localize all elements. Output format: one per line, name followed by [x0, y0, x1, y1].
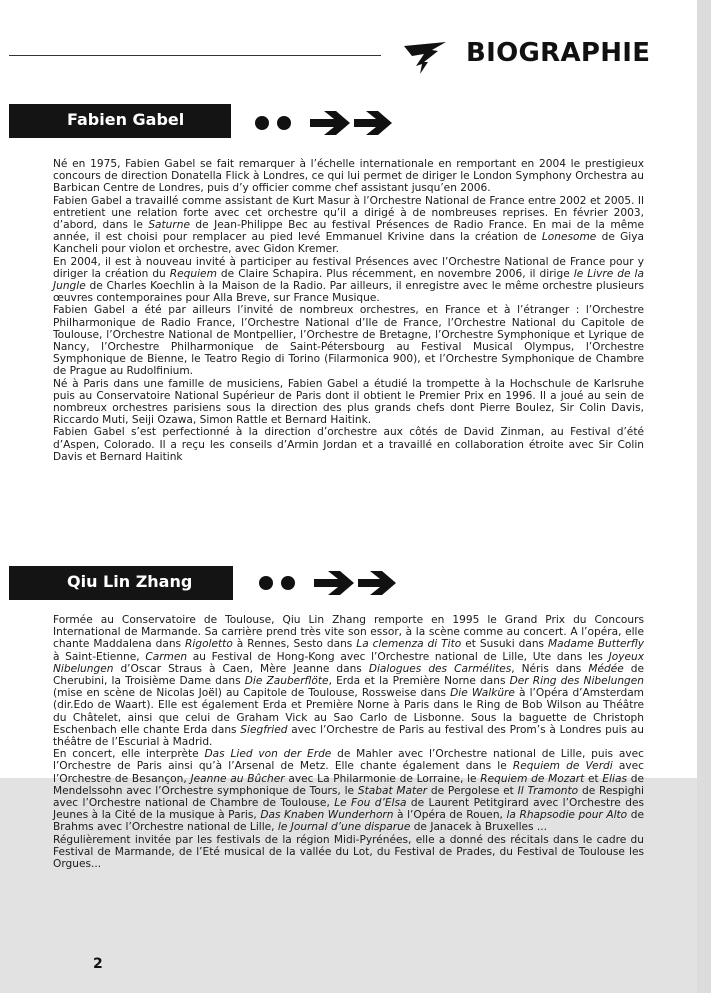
text-run: de Charles Koechlin à la Maison de la Radio. Par ailleurs, il enregistre avec le même orchestre plusieurs œuvres contemporaines pour Alla Breve, sur France Musique.: [53, 280, 644, 305]
italic-title: Requiem de Mozart: [480, 772, 585, 785]
text-run: Fabien Gabel a travaillé comme assistant de Kurt Masur à l’Orchestre National de France entre 2002 et 2005. Il entretient une relation forte avec cet orchestre qu’il a dirigé à de nombreuses reprises. En février 2003, d’abord, dans le: [53, 194, 644, 232]
text-run: Régulièrement invitée par les festivals de la région Midi-Pyrénées, elle a donné des récitals dans le cadre du Festival de Marmande, de l’Eté musical de la vallée du Lot, du Festival de Prades, du Festival de Toulouse les Orgues...: [53, 833, 644, 871]
text-run: avec La Philarmonie de Lorraine, le: [284, 772, 481, 785]
text-run: , Erda et la Première Norne dans: [328, 675, 510, 688]
paragraph: [53, 195, 644, 256]
italic-title: Die Walküre: [450, 687, 515, 700]
text-run: à l’Opéra d’Amsterdam (dir.Edo de Waart). Elle est également Erda et Première Norne à Paris dans le Ring de Bob Wilson au Théâtre du Châtelet, ainsi que celui de Graham Vick au Sao Carlo de Lisbonne. Sous la baguette de Christoph Eschenbach elle chante Erda dans: [53, 687, 645, 736]
section-name: Fabien Gabel: [67, 110, 185, 129]
text-run: de Mendelssohn avec l’Orchestre symphonique de Tours, le: [53, 772, 644, 797]
italic-title: Dialogues des Carmélites: [368, 662, 512, 675]
section-name-bar: [9, 104, 231, 138]
text-run: à Saint-Etienne,: [53, 650, 146, 663]
text-run: de Cherubini, la Troisième Dame dans: [53, 662, 644, 688]
italic-title: Das Knaben Wunderhorn: [260, 809, 394, 822]
italic-title: Rigoletto: [185, 638, 233, 651]
text-run: au Festival de Hong-Kong avec l’Orchestre national de Lille, Ute dans les: [187, 650, 609, 663]
text-run: Fabien Gabel s’est perfectionné à la direction d’orchestre aux côtés de David Zinman, au Festival d’été d’Aspen, Colorado. Il a reçu les conseils d’Armin Jordan et a travaillé en collaboration étroite avec Sir Colin Davis et Bernard Haitink: [53, 426, 644, 463]
text-run: avec l’Orchestre de Besançon,: [53, 760, 644, 785]
text-run: de Brahms avec l’Orchestre national de Lille,: [53, 809, 644, 834]
text-run: de Jean-Philippe Bec au festival Présences de Radio France. En mai de la même année, il est choisi pour remplacer au pied levé Emmanuel Krivine dans la création de: [53, 219, 644, 244]
text-run: et Susuki dans: [461, 638, 549, 651]
italic-title: Requiem: [169, 267, 217, 280]
header-rule: [9, 55, 381, 56]
text-run: En 2004, il est à nouveau invité à participer au festival Présences avec l’Orchestre National de France pour y diriger la création du: [53, 255, 644, 280]
italic-title: Madame Butterfly: [548, 638, 644, 651]
paragraph: [53, 748, 644, 833]
italic-title: Der Ring des Nibelungen: [509, 675, 644, 688]
arrows-icon: [252, 108, 400, 138]
paragraph: [53, 378, 644, 427]
text-run: Né à Paris dans une famille de musiciens, Fabien Gabel a étudié la trompette à la Hochschule de Karlsruhe puis au Conservatoire National Supérieur de Paris dont il obtient le Premier Prix en 1996. Il a joué au sein de nombreux orchestres parisiens sous la direction des plus grands chefs dont Pierre Boulez, Sir Colin Davis, Riccardo Muti, Seiji Ozawa, Simon Rattle et Bernard Haitink.: [53, 377, 644, 427]
text-run: de Janacek à Bruxelles ...: [410, 821, 548, 834]
section-text: [53, 158, 644, 463]
italic-title: Die Zauberflöte: [244, 675, 329, 688]
text-run: de Respighi avec l’Orchestre national de Chambre de Toulouse,: [53, 784, 644, 810]
italic-title: Saturne: [148, 219, 190, 232]
italic-title: Lonesome: [541, 231, 597, 244]
text-run: de Claire Schapira. Plus récemment, en novembre 2006, il dirige: [216, 267, 574, 280]
text-run: de Mahler avec l’Orchestre national de Lille, puis avec l’Orchestre de Paris ainsi qu’à l’Arsenal de Metz. Elle chante également dans le: [53, 748, 644, 773]
italic-title: Elias: [602, 772, 628, 785]
italic-title: Il Tramonto: [517, 784, 579, 797]
italic-title: Le Fou d’Elsa: [334, 797, 407, 810]
italic-title: Requiem de Verdi: [512, 760, 613, 773]
paragraph: [53, 158, 644, 195]
text-run: (mise en scène de Nicolas Joël) au Capitole de Toulouse, Rossweise dans: [53, 687, 451, 700]
page-number: 2: [93, 956, 103, 972]
swallow-logo-icon: [402, 40, 452, 78]
section-text: [53, 614, 644, 870]
text-run: , Néris dans: [511, 662, 589, 675]
text-run: Formée au Conservatoire de Toulouse, Qiu Lin Zhang remporte en 1995 le Grand Prix du Concours International de Marmande. Sa carrière prend très vite son essor, à la scène comme au concert. A l’opéra, elle chante Maddalena dans: [53, 614, 644, 651]
text-run: de Pergolese et: [427, 784, 518, 797]
arrows-icon: [256, 568, 404, 598]
section-name-bar: [9, 566, 233, 600]
paragraph: [53, 614, 644, 748]
italic-title: la Rhapsodie pour Alto: [506, 809, 628, 822]
text-run: En concert, elle interprète: [53, 748, 205, 761]
paragraph: [53, 256, 644, 305]
italic-title: La clemenza di Tito: [356, 638, 462, 651]
italic-title: Carmen: [145, 650, 188, 663]
text-run: de Giya Kancheli pour violon et orchestre, avec Gidon Kremer.: [53, 231, 645, 256]
text-run: Né en 1975, Fabien Gabel se fait remarquer à l’échelle internationale en remportant en 2004 le prestigieux concours de direction Donatella Flick à Londres, ce qui lui permet de diriger le London Symphony Orchestra au Barbican Centre de Londres, puis d’y officier comme chef assistant jusqu’en 2006.: [53, 158, 644, 195]
page-edge: [697, 0, 711, 993]
italic-title: Jeanne au Bûcher: [190, 772, 285, 785]
italic-title: le Livre de la Jungle: [53, 267, 644, 293]
text-run: Fabien Gabel a été par ailleurs l’invité de nombreux orchestres, en France et à l’étranger : l’Orchestre Philharmonique de Radio France, l’Orchestre National d’Ile de France, l’Orchestre National du Capitole de Toulouse, l’Orchestre National de Montpellier, l’Orchestre de Bretagne, l’Orchestre Symphonique et Lyrique de Nancy, l’Orchestre Philharmonique de Saint-Pétersbourg au Festival Musical Olympus, l’Orchestre Symphonique de Bienne, le Teatro Regio di Torino (Filarmonica 900), et l’Orchestre Symphonique de Chambre de Prague au Rudolfinium.: [53, 304, 644, 378]
italic-title: Siegfried: [240, 723, 288, 736]
paragraph: [53, 834, 644, 871]
paragraph: [53, 304, 644, 377]
text-run: de Laurent Petitgirard avec l’Orchestre des Jeunes à la Cité de la musique à Paris,: [53, 797, 644, 822]
text-run: d’Oscar Straus à Caen, Mère Jeanne dans: [113, 662, 369, 675]
italic-title: le Journal d’une disparue: [277, 821, 411, 834]
italic-title: Médée: [588, 662, 624, 675]
text-run: avec l’Orchestre de Paris au festival des Prom’s à Londres puis au théâtre de l’Escurial à Madrid.: [53, 723, 644, 749]
page-heading: BIOGRAPHIE: [466, 38, 651, 68]
text-run: à Rennes, Sesto dans: [232, 638, 357, 651]
italic-title: Das Lied von der Erde: [204, 748, 332, 761]
text-run: à l’Opéra de Rouen,: [393, 809, 507, 822]
text-run: et: [584, 772, 603, 785]
section-name: Qiu Lin Zhang: [67, 572, 193, 591]
paragraph: [53, 426, 644, 463]
italic-title: Stabat Mater: [357, 784, 428, 797]
italic-title: Joyeux Nibelungen: [53, 650, 644, 675]
